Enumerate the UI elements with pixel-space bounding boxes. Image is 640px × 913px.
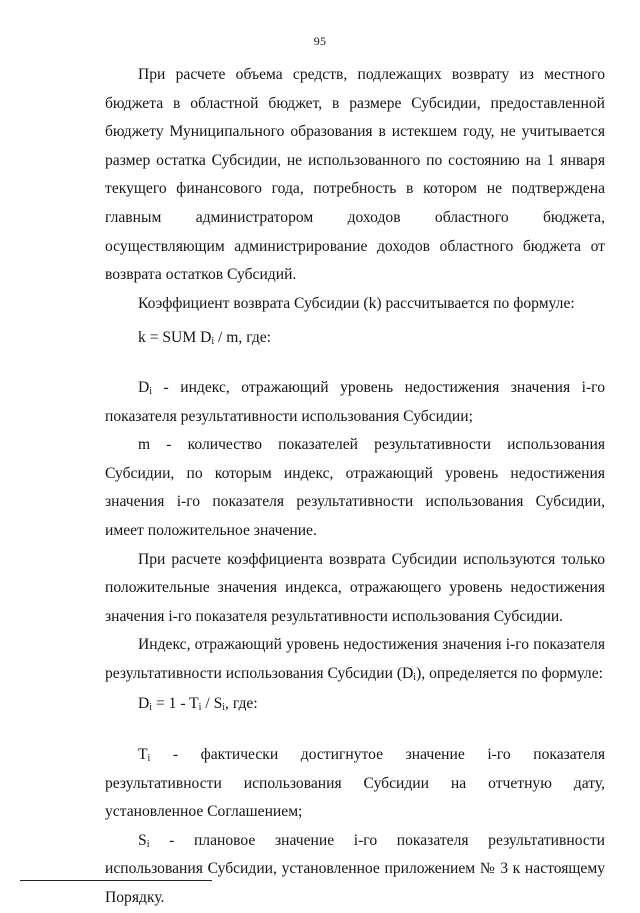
paragraph-text: При расчете объема средств, подлежащих возврату из местного бюджета в областной бюджет, в размере Субсидии, предоставленной бюджету Муниципального образования в истекшем году, не учитывается размер остатка Субсидии, не использованного по состоянию на 1 января текущего финансового года, потребность в котором не подтверждена главным администратором доходов областного бюджета, осуществляющим администрирование доходов областного бюджета от возврата остатков Субсидий. bbox=[105, 66, 605, 284]
paragraph-index-intro: Индекс, отражающий уровень недостижения значения i-го показателя результативности использования Субсидии $(D_i)$, определяется по формуле: bbox=[105, 636, 605, 683]
paragraph-positive-values: При расчете коэффициента возврата Субсидии используются только положительные значения индекса, отражающего уровень недостижения значения i-го показателя результативности использования Субсидии. bbox=[105, 550, 605, 625]
footer-rule bbox=[20, 880, 212, 881]
paragraph-return-calculation bbox=[105, 61, 605, 318]
formula-d: $D_i = 1 - T_i / S_i$, где: bbox=[138, 695, 258, 713]
paragraph-coefficient-intro: Коэффициент возврата Субсидии (k) рассчитывается по формуле: bbox=[138, 294, 575, 312]
definitions-block bbox=[105, 374, 605, 689]
definition-s: $S_i$ - плановое значение i-го показателя результативности использования Субсидии, установленное приложением № 3 к настоящему Порядку. bbox=[105, 831, 605, 906]
definition-m: m - количество показателей результативности использования Субсидии, по которым индекс, отражающий уровень недостижения значения i-го показателя результативности использования Субсидии, имеет положительное значение. bbox=[105, 436, 605, 539]
definitions-ts-block bbox=[105, 741, 605, 913]
definition-d: $D_i$ - индекс, отражающий уровень недостижения значения i-го показателя результативности использования Субсидии; bbox=[105, 379, 605, 425]
definition-t: $T_i$ - фактически достигнутое значение i-го показателя результативности использования Субсидии на отчетную дату, установленное Соглашением; bbox=[105, 746, 605, 821]
page-number: 95 bbox=[313, 34, 327, 48]
formula-k: k = SUM $D_i$ / m, где: bbox=[138, 329, 272, 347]
